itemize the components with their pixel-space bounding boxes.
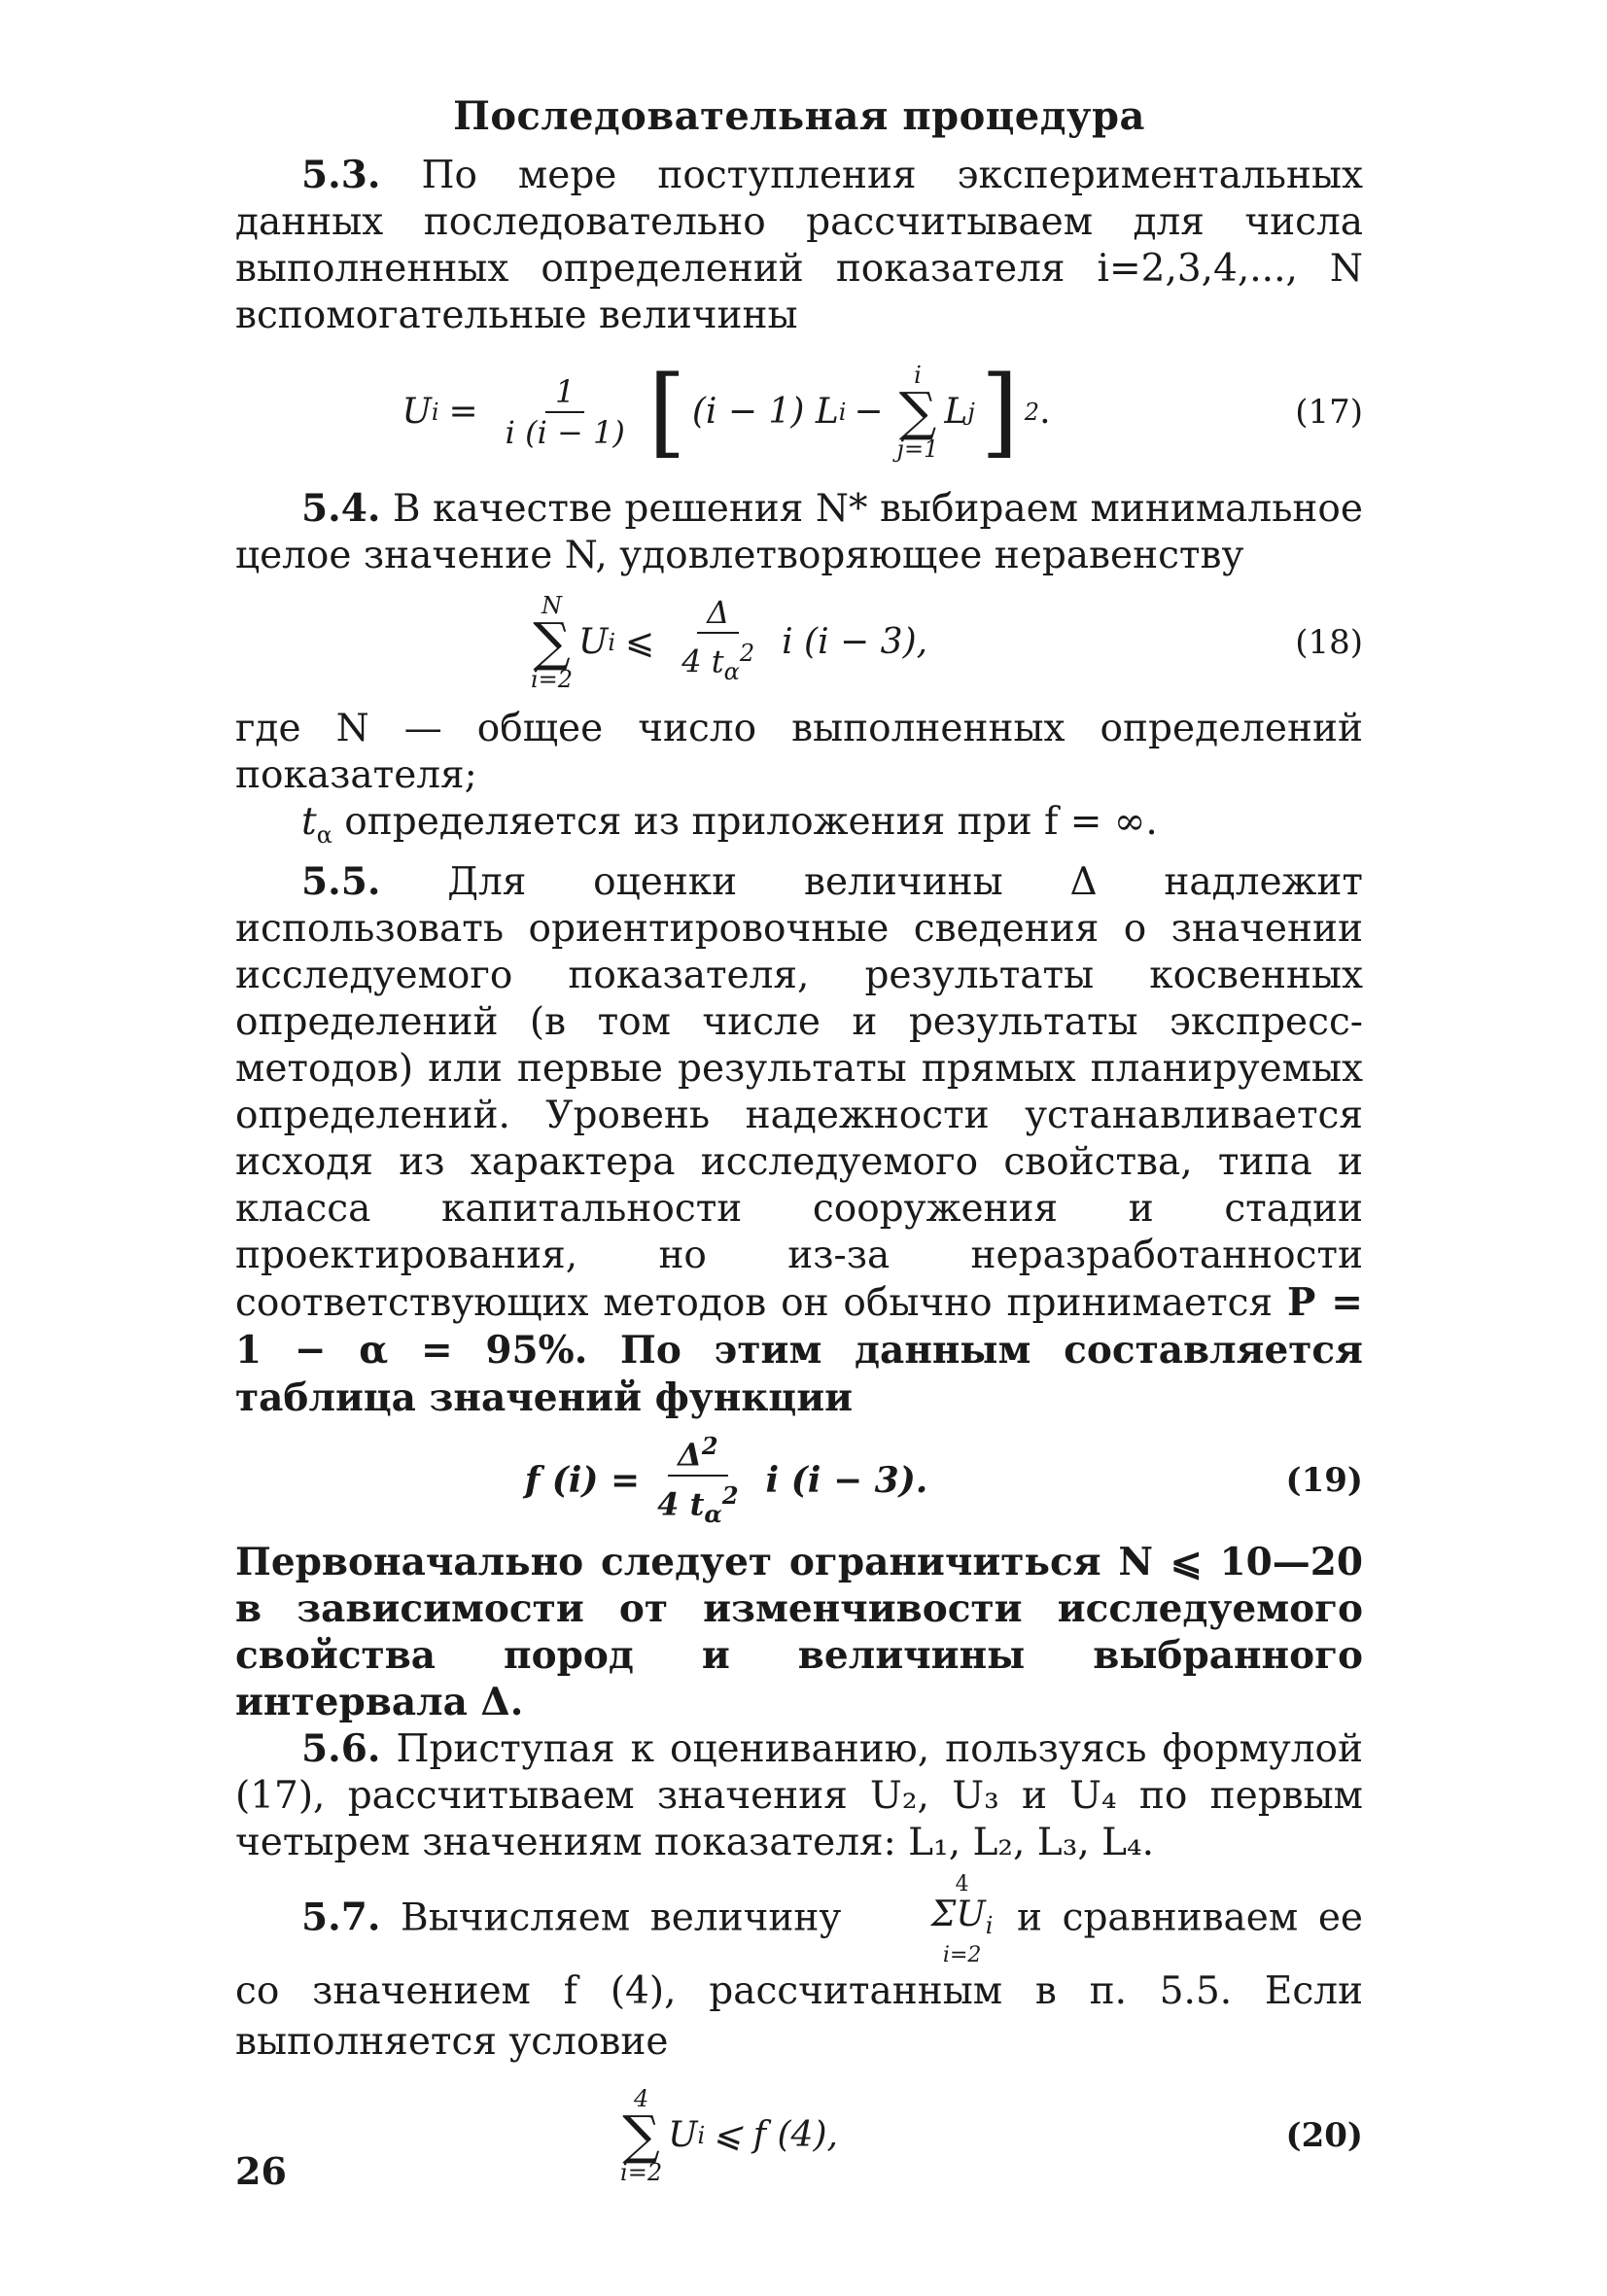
formula-20-expr: 4 ∑ i=2 U i ⩽ f (4), (620, 2084, 838, 2186)
paragraph-5-3 (235, 152, 1363, 339)
fraction: $\frac{1}{i (i - 1)}$ (505, 373, 625, 451)
where-line-1: где N — общее число выполненных определений показателя; (235, 707, 1363, 797)
clause-text: Для оценки величины Δ надлежит использовать ориентировочные сведения о значении исследуемого показателя, результаты косвенных определений (в том числе и результаты экспресс-методов) или первые результаты прямых планируемых определений. Уровень надежности устанавливается исходя из характера исследуемого свойства, типа и класса капитальности сооружения и стадии проектирования, но из-за неразработанности соответствующих методов он обычно принимается (235, 859, 1363, 1325)
page-number: 26 (235, 2149, 287, 2193)
clause-number: 5.3. (301, 153, 381, 197)
paragraph-5-7: 5.7. Вычисляем величину 4 $\Sigma U_i$ i=2 и сравниваем ее со значением f (4), рассчитанным в п. 5.5. Если выполняется условие (235, 1871, 1363, 2064)
formula-17-expr: U i = $\frac{1}{i (i - 1)}$ [ (i − 1) L i − i ∑ j=1 L j ] 2 . (402, 355, 1051, 469)
clause-text-bold: P = 1 − α = 95%. По этим данным составляется таблица значений функции (235, 1279, 1363, 1420)
summation: N ∑ i=2 (530, 592, 573, 693)
formula-19 (235, 1422, 1363, 1539)
formula-17 (235, 339, 1363, 485)
clause-number: 5.7. (301, 1895, 381, 1940)
section-heading: Последовательная процедура (453, 93, 1145, 139)
summation: 4 ∑ i=2 (620, 2084, 663, 2186)
formula-18-expr: N ∑ i=2 U i ⩽ $\frac{\Delta}{4 t_\alpha^2}$ i (i − 3), (530, 592, 928, 693)
paragraph-5-5 (235, 858, 1363, 1422)
clause-number: 5.5. (301, 858, 381, 904)
clause-text: Приступая к оцениванию, пользуясь формулой (17), рассчитываем значения U₂, U₃ и U₄ по первым четырем значениям показателя: L₁, L₂, L₃, L₄. (235, 1726, 1363, 1864)
clause-number: 5.4. (301, 486, 381, 531)
content-column (235, 93, 1363, 2204)
paragraph-after-19: Первоначально следует ограничиться N ⩽ 10—20 в зависимости от изменчивости исследуемого свойства пород и величины выбранного интервала Δ. (235, 1539, 1363, 1724)
fraction: $\frac{\Delta}{4 t_\alpha^2}$ (681, 594, 755, 686)
equation-number: (18) (1295, 623, 1363, 662)
clause-number: 5.6. (301, 1725, 381, 1771)
formula-20 (235, 2068, 1363, 2204)
paragraph-5-4 (235, 485, 1363, 579)
equation-number: (19) (1285, 1460, 1363, 1500)
equation-number: (20) (1285, 2115, 1363, 2155)
where-line-2: $t_\alpha$ определяется из приложения при f = ∞. (301, 800, 1158, 849)
formula-18 (235, 579, 1363, 706)
summation: i ∑ j=1 (896, 362, 939, 463)
equation-number: (17) (1295, 393, 1363, 432)
formula-19-expr: f (i) = $\frac{\Delta^2}{4 t_\alpha^2}$ i (i − 3). (235, 1422, 1217, 1539)
paragraph-5-6 (235, 1725, 1363, 1866)
clause-text: В качестве решения N* выбираем минимальное целое значение N, удовлетворяющее неравенству (235, 487, 1363, 577)
inline-summation: 4 $\Sigma U_i$ i=2 (930, 1871, 994, 1967)
fraction: $\frac{\Delta^2}{4 t_\alpha^2}$ (647, 1427, 748, 1534)
clause-text: По мере поступления экспериментальных данных последовательно рассчитываем для числа выполненных определений показателя i=2,3,4,..., N вспомогательные величины (235, 154, 1363, 337)
